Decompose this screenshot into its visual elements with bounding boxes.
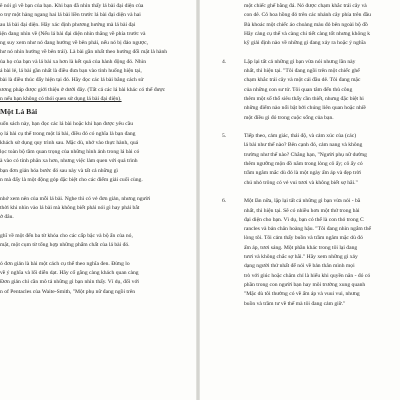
text-line: n of Pentacles của Waite-Smith, "Một phụ nữ đang ngồi trên — [0, 288, 136, 295]
text-line: ương pháp được giới thiệu ở dưới đây. (Tất cả các lá bài khác có thể được — [0, 86, 166, 93]
section-heading: Một Lá Bài — [0, 107, 38, 117]
text-line: chạm khắc trái cây và một cái đầu dê. Tôi đang mặc — [244, 77, 361, 84]
left-page — [0, 0, 196, 400]
text-line: ấm áp, tươi sáng. Một phần khác trong tôi lại đang — [244, 244, 358, 251]
text-line: ng suy xem như nó đang hướng về bên phải, nếu nó bị đảo ngược, — [0, 40, 148, 47]
text-line: á bài lẻ, lá bài gần nhất là điều đưa bạn vào tình huống hiện tại, — [0, 68, 142, 75]
text-line: một chiếc ghế bằng đá. Nó được chạm khắc trái cây và — [244, 3, 367, 9]
text-line: của những con sư tử. Tôi quan tâm đến thủ công — [244, 86, 353, 93]
text-line: hư nó nhìn hướng về bên trái). Là bài gần nhất theo hướng đối mặt là hành — [0, 49, 168, 56]
list-item-5 — [222, 132, 400, 188]
list-item-4 — [222, 58, 400, 123]
text-line: rancles và bản chân hoàng hậu. "Tôi đang nhìn ngắm thế — [244, 226, 372, 233]
text-line: ủa họ của bạn và lá bài xa hơn là kết quả của hành động đó. Nhìn — [0, 58, 147, 65]
text-line: ọ lá bài cụ thể trong một lá bài, điều đó có nghĩa là bạn đang — [0, 130, 136, 137]
paragraph-method — [0, 120, 190, 185]
list-number: 5. — [222, 133, 227, 140]
text-line: trầm ngâm mắc dù đó là một ngày ấm áp và đẹp trời — [244, 170, 361, 177]
list-number: 4. — [222, 58, 227, 65]
text-line: lọc toàn bộ tầm quan trọng của những hình ảnh trong lá bài có — [0, 149, 140, 156]
text-line: lòng tôi. Tôi cảm thấy buồn và trầm ngâm mặc dù đó — [244, 235, 363, 242]
text-line: phần trong con người bạn hay môi trường xung quanh — [244, 281, 366, 288]
right-page — [200, 0, 400, 400]
text-line: thời khi nhìn vào lá bài mà không biết phải nói gì hay phải bắt — [0, 204, 140, 211]
text-line: nhớ xem nên của mỗi lá bài. Nghe thì có vẻ đơn giản, nhưng người — [0, 195, 151, 202]
text-line-underlined: n nếu bạn không có thói quen sử dụng lá bài đại diện). — [0, 95, 122, 102]
text-line: "Mặc dù tôi thường có về ấm áp và vuui vui, nhưng — [244, 291, 360, 298]
text-line: Một lần nữa, lặp lại tất cả những gì bạn vừa nói - bằ — [244, 198, 361, 205]
text-line: đại diện cho bạn. Vì dụ, bạn có thể là con thỏ trong C — [244, 216, 364, 223]
text-line: thêm ngưỡng mộn đồ năm trong lòng cô ấy; cô ấy có — [244, 161, 363, 168]
list-number: 6. — [222, 198, 227, 205]
text-line: khách sử dụng quy trình sau. Mặc dù, nhớ vào thực hành, quá — [0, 139, 139, 146]
text-line: nhất, thì hiện tại. Sẽ có nhiều hơn một thứ trong bài — [244, 207, 360, 214]
text-line: au lá bài đại diện. Hãy xác định phương hướng mà lá bài đại — [0, 21, 136, 28]
text-line: n mà đấy là một động góp đặc biệt cho các điểm giải cuối cùng. — [0, 177, 143, 184]
text-line: o trợ một hàng ngang hai lá bài liền trước lá bài đại diện và hai — [0, 12, 141, 19]
text-line: iện đang nhìn về (Nếu lá bài đại diện nhìn thẳng về phía trước và — [0, 30, 146, 37]
paragraph-step-1 — [0, 195, 190, 223]
text-line: bài là điều thúc đẩy hiện tại đó. Hãy đọc các lá bài bằng cách sử — [0, 77, 144, 84]
text-line: buồn và trầm tư về thế mà tôi đang cảm giữ." — [244, 300, 346, 307]
text-line: Lặp lại tất cả những gì bạn vừa nói nhưng lần này — [244, 58, 356, 65]
text-line: con dê. Cô hoa hồng đỏ trên các nhánh cây phía trên đầu — [244, 12, 371, 19]
text-line: dạng người thứ nhất để nói về bản thân mình mọi — [244, 263, 355, 270]
text-line: Tiếp theo, cảm giác, thái độ, và cảm xúc của (các) — [244, 133, 357, 140]
text-line: à vào có tính phân xa hơn, nhưng việc làm quen với quá trình — [0, 158, 138, 165]
text-line: một điều gì đó trong cuộc sống của bạn. — [244, 114, 334, 121]
paragraph-step-2 — [0, 232, 190, 251]
text-line: Đơn giản chỉ cần mô tả những gì bạn nhìn thấy. Ví dụ, đối với — [0, 279, 139, 286]
text-line: lá bài như thế nào? Bên cạnh đó, cảm nang và không — [244, 142, 363, 149]
paragraph-step-3 — [0, 260, 190, 297]
text-line: uốn sách này, bạn đọc các lá bài hoặc khi bạn được yêu cầu — [0, 121, 133, 128]
text-line: thêm một số thổ siêu thấy cần thiết, nhưng đặc biệt hi — [244, 95, 364, 102]
text-line: về ý nghĩa và lối diễn dạt. Hãy cố gắng càng khách quan càng — [0, 270, 139, 277]
paragraph-intro — [0, 2, 190, 104]
text-line: trường như thế nào? Chẳng hạn, "Người phụ nữ dường — [244, 151, 367, 158]
text-line: nhất, thì hiện tại. "Tôi đang ngồi trên một chiếc ghế — [244, 68, 360, 75]
text-line: Hãy càng cụ thể và càng chi tiết càng tốt nhưng không k — [244, 30, 371, 37]
text-line: mặt, một cụm từ tổng hợp những phẩm chất của lá bài đó. — [0, 242, 130, 249]
text-line: ó đơn giản là bài một cách cụ thể theo nghĩa đen. Đừng lo — [0, 260, 130, 267]
text-line: Bà khoác một chiếc áo choàng màu đỏ bên ngoài bộ đồ — [244, 21, 368, 28]
list-item-6 — [222, 197, 400, 309]
text-line: chú nhỏ trông có vẻ vui tươi và không biết sợ hãi." — [244, 179, 358, 186]
text-line: ghĩ về một đến ba từ khóa cho các cấp bậc và bộ ẩn của nó, — [0, 232, 133, 239]
text-line: tươi và không chắc sợ hãi." Hãy xem những gì xảy — [244, 254, 358, 261]
text-line: ở đâu. — [0, 214, 14, 221]
continued-text — [244, 2, 400, 48]
text-line: những điểm nào nổi bật bởi chúng liên quan hoặc nhiề — [244, 105, 366, 112]
text-line: kỹ giải định nào về những gì đang xảy ra hoặc ý nghĩa — [244, 40, 366, 47]
text-line: trò với giúc hoặc châm chỉ là hiểu khi quyền năn - đó có — [244, 272, 371, 279]
text-line: bạn đơn giản hóa bước đó sau này và tất cả những gì — [0, 167, 118, 174]
text-line: ẽ nói gì về bạn của bạn. Khi bạn đã nhìn thấy lá bài đại diện của — [0, 3, 144, 9]
